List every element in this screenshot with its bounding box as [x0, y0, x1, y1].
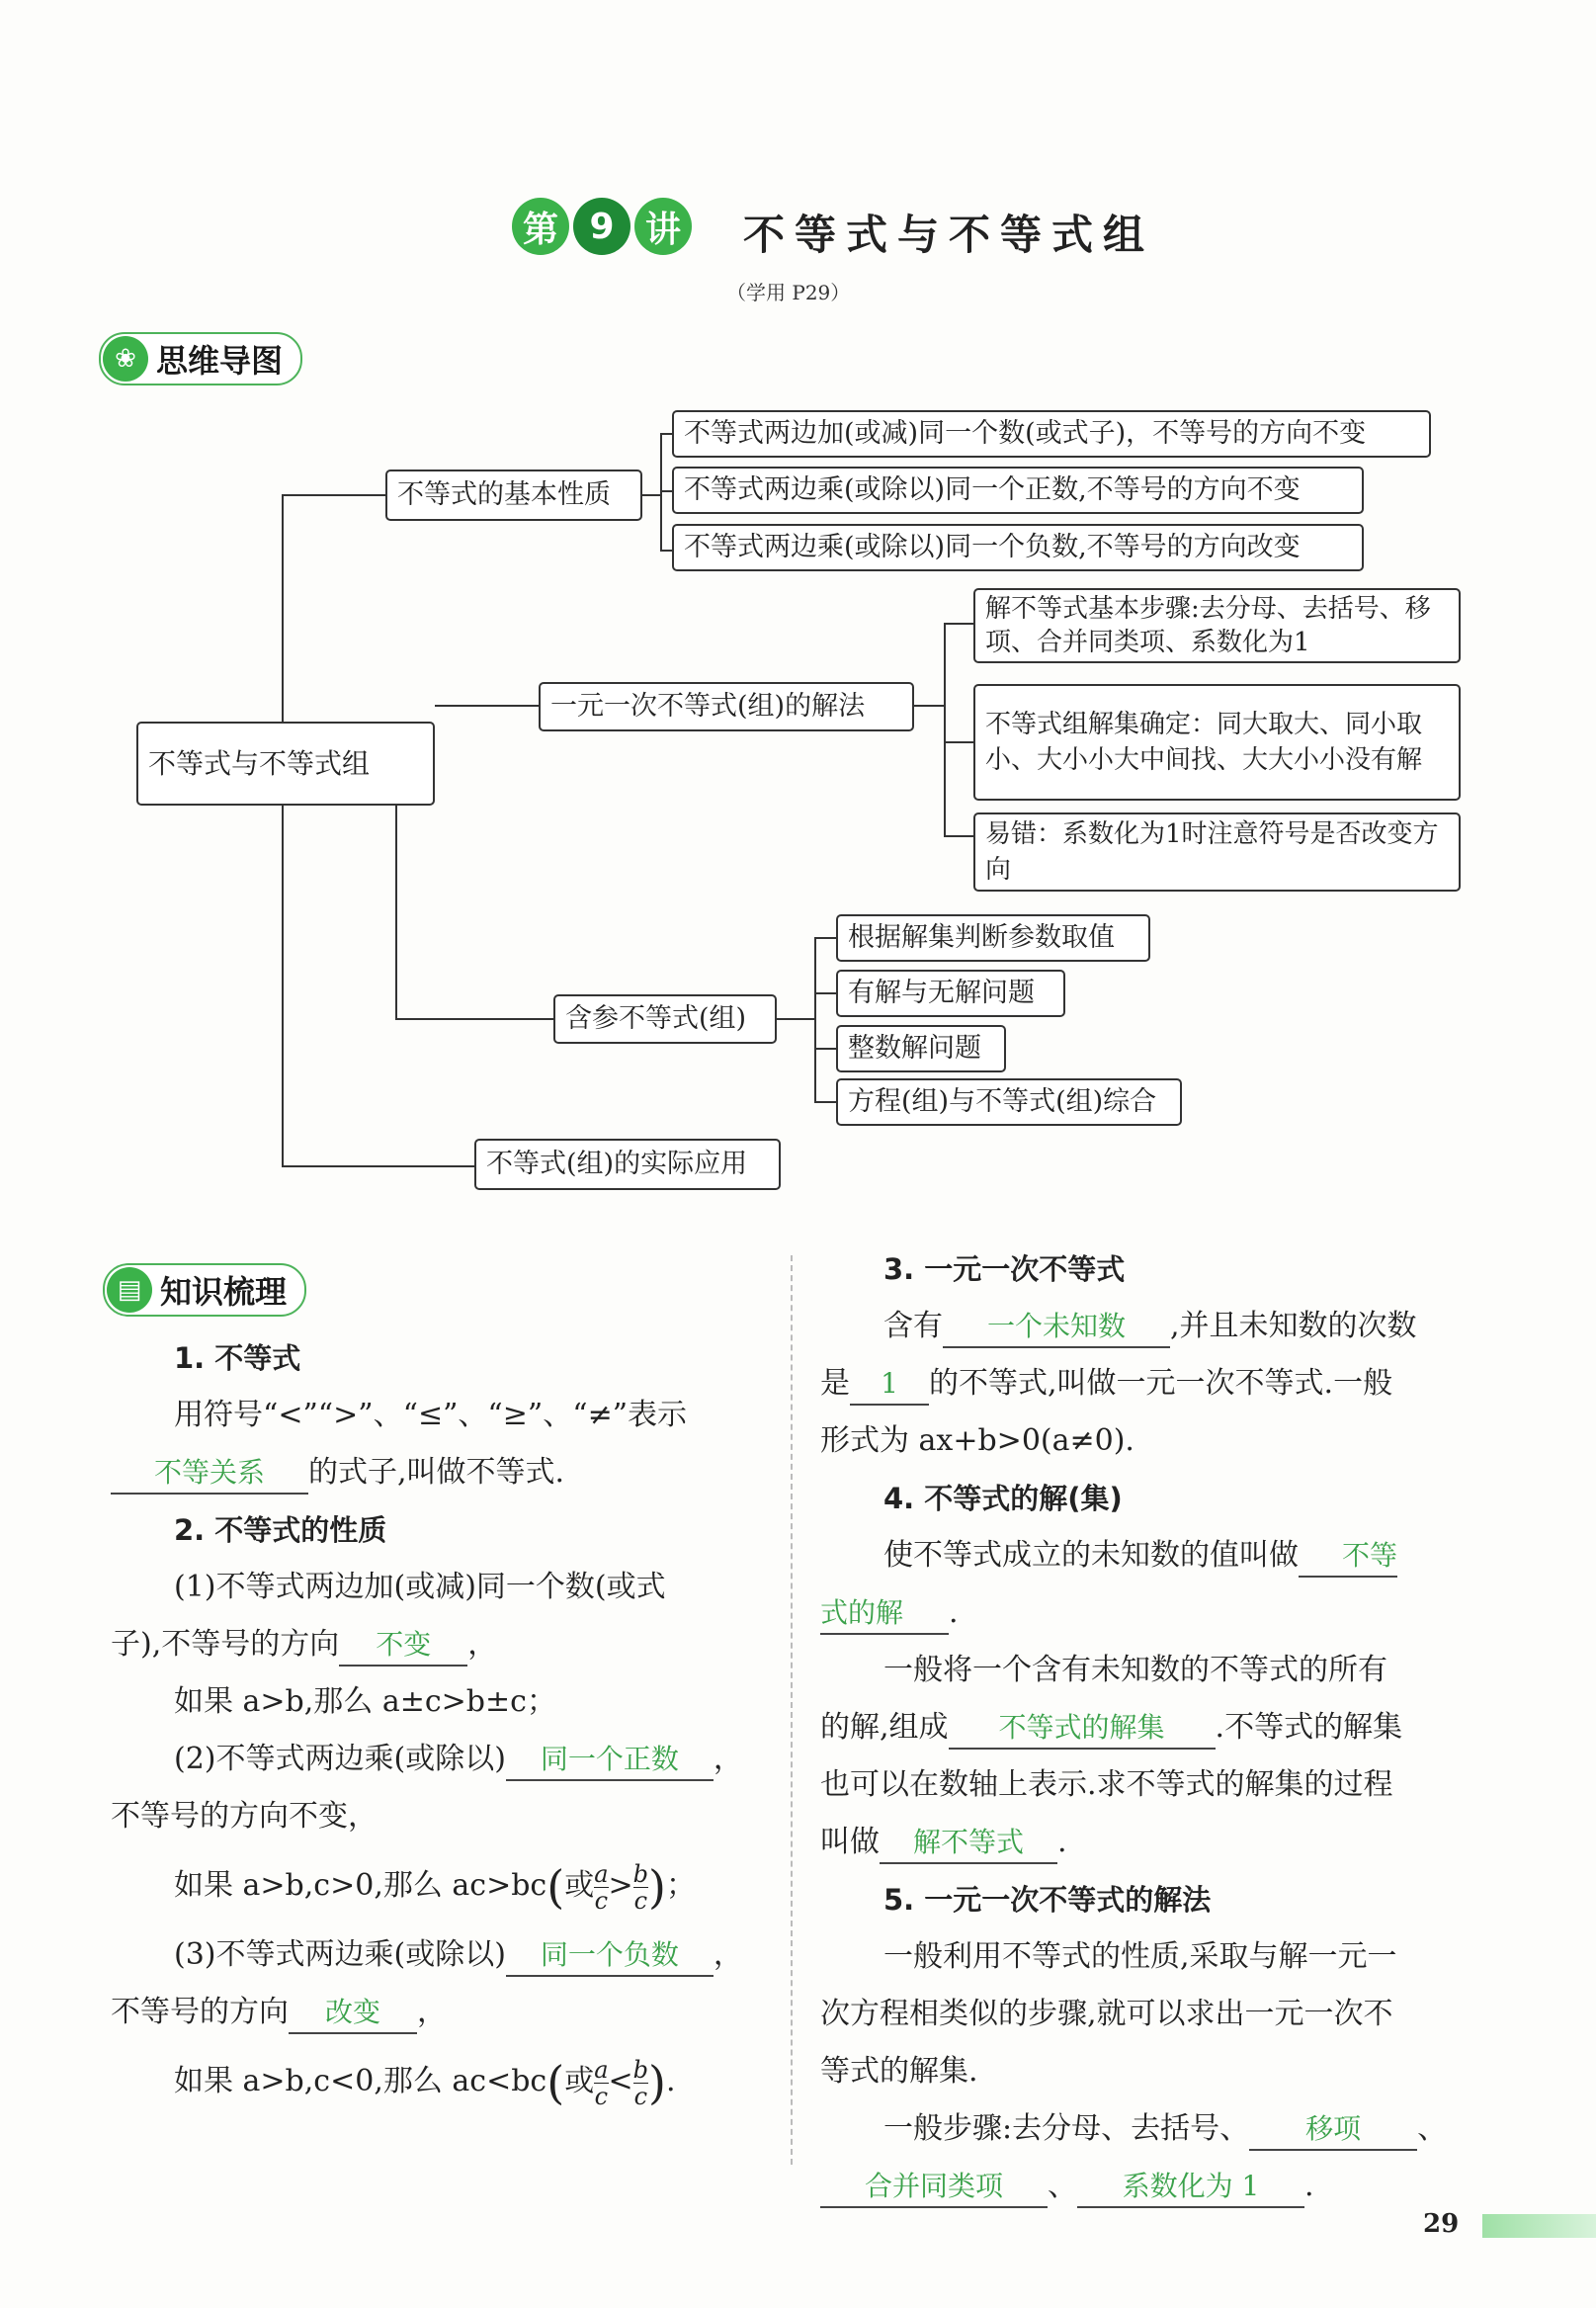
s4-text-5b: .: [1057, 1825, 1067, 1859]
s2-text-8end: .: [665, 2064, 676, 2098]
s1-text-1: 用符号“<”“>”、“≤”、“≥”、“≠”表示: [174, 1398, 688, 1432]
s4-line-1: [820, 1527, 1482, 1584]
s3-line-2: [820, 1355, 1482, 1412]
section-tag-mindmap: [99, 332, 302, 385]
answer-blank: 不变: [339, 1625, 467, 1667]
s5-line-1: 一般利用不等式的性质,采取与解一元一: [883, 1939, 1397, 1974]
book-icon: ▤: [107, 1267, 152, 1313]
left-column: [111, 1329, 773, 2122]
lt-sign: <: [608, 2064, 633, 2098]
s2-text-huo: 或: [564, 1868, 595, 1903]
frac-den: c: [633, 2082, 648, 2110]
mindmap-line-b2-l2: [944, 741, 973, 743]
fraction-b-over-c: [633, 2057, 648, 2109]
answer-blank: 式的解: [820, 1593, 949, 1635]
s4-text-1b: .: [949, 1595, 959, 1630]
s4-text-3b: .不等式的解集: [1215, 1710, 1403, 1745]
s4-line-2: [820, 1584, 1482, 1642]
mindmap-leaf-equation-combination: 方程(组)与不等式(组)综合: [836, 1078, 1182, 1126]
s5-line-3: 等式的解集.: [820, 2054, 978, 2089]
s2-line-2: [111, 1616, 773, 1673]
frac-num: a: [594, 1859, 609, 1888]
mindmap-line-b4: [282, 1165, 474, 1167]
mindmap-line-b3-vert: [395, 801, 397, 1020]
answer-blank: 同一个正数: [506, 1740, 714, 1781]
answer-blank: 解不等式: [880, 1823, 1057, 1864]
frac-num: b: [632, 2055, 649, 2084]
mindmap-trunk-line: [282, 494, 284, 1166]
s2-text-huo: 或: [564, 2064, 595, 2098]
section-tag-knowledge: [103, 1263, 306, 1317]
s4-line-4: [820, 1699, 1482, 1756]
s2-text-7b: ，: [417, 1995, 447, 2029]
mindmap-line-b1-stub: [642, 494, 660, 496]
s3-text-2b: 的不等式,叫做一元一次不等式.一般: [929, 1366, 1393, 1401]
section-2-title: 2. 不等式的性质: [174, 1513, 387, 1547]
mindmap-leaf-property-2: 不等式两边乘(或除以)同一个正数,不等号的方向不变: [672, 467, 1364, 514]
mindmap-leaf-property-1: 不等式两边加(或减)同一个数(或式子)，不等号的方向不变: [672, 410, 1431, 458]
mindmap-branch-solving: 一元一次不等式(组)的解法: [539, 682, 914, 731]
lecture-badges: [512, 198, 692, 255]
s2-line-8: [111, 1984, 773, 2041]
s5-text-5b: .: [1304, 2169, 1314, 2203]
s2-text-3: (2)不等式两边乘(或除以): [174, 1742, 506, 1776]
answer-blank: 一个未知数: [943, 1307, 1170, 1348]
answer-blank: 同一个负数: [506, 1935, 714, 1977]
mindmap-leaf-common-mistake: 易错：系数化为1时注意符号是否改变方向: [973, 812, 1461, 892]
answer-blank: 不等: [1299, 1536, 1397, 1578]
mindmap-leaf-solving-steps: 解不等式基本步骤:去分母、去括号、移项、合并同类项、系数化为1: [973, 588, 1461, 663]
frac-num: b: [632, 1859, 649, 1888]
s4-line-6: [820, 1814, 1482, 1871]
column-divider: [791, 1255, 793, 2165]
s2-line-9: [111, 2041, 773, 2122]
s3-text-2a: 是: [820, 1366, 850, 1401]
brain-icon: ❀: [103, 336, 148, 382]
mindmap-line-b2-l1: [944, 623, 973, 625]
s2-text-6: (3)不等式两边乘(或除以): [174, 1937, 506, 1972]
frac-den: c: [594, 2082, 609, 2110]
s4-text-1: 使不等式成立的未知数的值叫做: [883, 1538, 1299, 1573]
mindmap-line-b2-vert: [944, 623, 946, 835]
s4-line-5: 也可以在数轴上表示.求不等式的解集的过程: [820, 1767, 1393, 1802]
close-paren: ): [648, 1860, 666, 1914]
s2-line-5: 不等号的方向不变，: [111, 1799, 378, 1834]
mindmap-leaf-property-3: 不等式两边乘(或除以)同一个负数,不等号的方向改变: [672, 524, 1364, 571]
s1-line-2: [111, 1444, 773, 1501]
mindmap-leaf-integer-solution: 整数解问题: [836, 1025, 1006, 1072]
mindmap-line-b2: [435, 705, 539, 707]
mindmap-line-b1-vert: [660, 433, 662, 552]
mindmap-root: 不等式与不等式组: [136, 722, 435, 806]
section-tag-mindmap-label: 思维导图: [156, 342, 284, 380]
lecture-badge-jiang: 讲: [634, 198, 692, 255]
mindmap-line-b2-stub: [914, 705, 944, 707]
s4-line-3: 一般将一个含有未知数的不等式的所有: [883, 1653, 1387, 1687]
s5-line-4: [820, 2100, 1482, 2158]
s2-text-6b: ，: [713, 1937, 743, 1972]
answer-blank: 不等式的解集: [949, 1708, 1216, 1750]
lecture-badge-di: 第: [512, 198, 569, 255]
mindmap-branch-basic-properties: 不等式的基本性质: [385, 470, 642, 521]
mindmap-line-b3-l4: [814, 1101, 836, 1103]
s2-text-1c: ，: [467, 1627, 498, 1662]
section-3-title: 3. 一元一次不等式: [883, 1252, 1126, 1286]
open-paren: (: [546, 2056, 565, 2109]
fraction-a-over-c: [594, 2057, 608, 2109]
answer-blank: 合并同类项: [820, 2167, 1048, 2208]
close-paren: ): [648, 2056, 666, 2109]
lecture-badge-number: 9: [573, 198, 630, 255]
mindmap-line-b2-l3: [944, 835, 973, 837]
s5-line-5: [820, 2158, 1482, 2215]
s2-text-8: 如果 a>b,c<0,那么 ac<bc: [174, 2064, 547, 2098]
mindmap-branch-parameter: 含参不等式(组): [553, 994, 777, 1044]
fraction-a-over-c: [594, 1861, 608, 1914]
section-4-title: 4. 不等式的解(集): [883, 1482, 1123, 1515]
s4-text-3a: 的解,组成: [820, 1710, 949, 1745]
mindmap-line-b3-l3: [814, 1048, 836, 1050]
s5-text-4: 一般步骤:去分母、去括号、: [883, 2111, 1250, 2146]
frac-den: c: [633, 1886, 648, 1915]
s4-text-5a: 叫做: [820, 1825, 880, 1859]
right-column: [820, 1240, 1482, 2215]
s5-text-5m: 、: [1048, 2169, 1077, 2203]
answer-blank: 1: [850, 1364, 929, 1406]
answer-blank: 改变: [289, 1993, 417, 2034]
mindmap-line-b3-l1: [814, 937, 836, 939]
s2-text-5: 如果 a>b,c>0,那么 ac>bc: [174, 1868, 547, 1903]
s2-line-4: [111, 1731, 773, 1788]
mindmap-line-b3-stub: [777, 1018, 814, 1020]
answer-blank: 系数化为 1: [1077, 2167, 1304, 2208]
mindmap-line-b1-l3: [660, 550, 672, 552]
s1-text-2: 的式子,叫做不等式.: [308, 1455, 565, 1490]
s3-text-1b: ,并且未知数的次数: [1170, 1309, 1417, 1343]
s2-line-3: 如果 a>b,那么 a±c>b±c；: [174, 1684, 556, 1719]
s3-line-1: [820, 1298, 1482, 1355]
s2-text-7: 不等号的方向: [111, 1995, 289, 2029]
mindmap-line-b3: [395, 1018, 553, 1020]
s2-line-6: [111, 1845, 773, 1926]
frac-den: c: [594, 1886, 609, 1915]
s3-text-1: 含有: [883, 1309, 943, 1343]
s5-text-4b: 、: [1417, 2111, 1448, 2146]
page-number: 29: [1423, 2209, 1460, 2239]
frac-num: a: [594, 2055, 609, 2084]
answer-blank: 不等关系: [111, 1453, 308, 1495]
mindmap-leaf-has-solution: 有解与无解问题: [836, 970, 1065, 1017]
mindmap-leaf-solution-set-rules: 不等式组解集确定：同大取大、同小取小、大小小大中间找、大大小小没有解: [973, 684, 1461, 801]
section-5-title: 5. 一元一次不等式的解法: [883, 1883, 1212, 1917]
s2-line-7: [111, 1926, 773, 1984]
mindmap-line-b1-l2: [660, 490, 672, 492]
s5-line-2: 次方程相类似的步骤,就可以求出一元一次不: [820, 1997, 1393, 2031]
page-number-bar: [1482, 2214, 1596, 2238]
mindmap-line-b3-vert2: [814, 937, 816, 1103]
s1-line-1: [111, 1387, 773, 1444]
page-title: 不等式与不等式组: [743, 211, 1155, 259]
answer-blank: 移项: [1249, 2109, 1417, 2151]
section-1-title: 1. 不等式: [174, 1341, 301, 1375]
page-reference: （学用 P29）: [726, 281, 851, 304]
s2-text-1b: 子),不等号的方向: [111, 1627, 340, 1662]
s2-line-1: (1)不等式两边加(或减)同一个数(或式: [174, 1570, 666, 1604]
fraction-b-over-c: [633, 1861, 648, 1914]
mindmap-line-b1-l1: [660, 433, 672, 435]
gt-sign: >: [608, 1868, 633, 1903]
mindmap-leaf-param-value: 根据解集判断参数取值: [836, 914, 1150, 962]
mindmap-line-b3-l2: [814, 992, 836, 994]
mindmap-line-b1: [282, 494, 385, 496]
section-tag-knowledge-label: 知识梳理: [160, 1273, 288, 1311]
s3-line-3: 形式为 ax+b>0(a≠0).: [820, 1423, 1134, 1458]
s2-text-3b: ，: [713, 1742, 743, 1776]
mindmap-branch-application: 不等式(组)的实际应用: [474, 1139, 781, 1190]
s2-text-5end: ；: [665, 1868, 696, 1903]
open-paren: (: [546, 1860, 565, 1914]
